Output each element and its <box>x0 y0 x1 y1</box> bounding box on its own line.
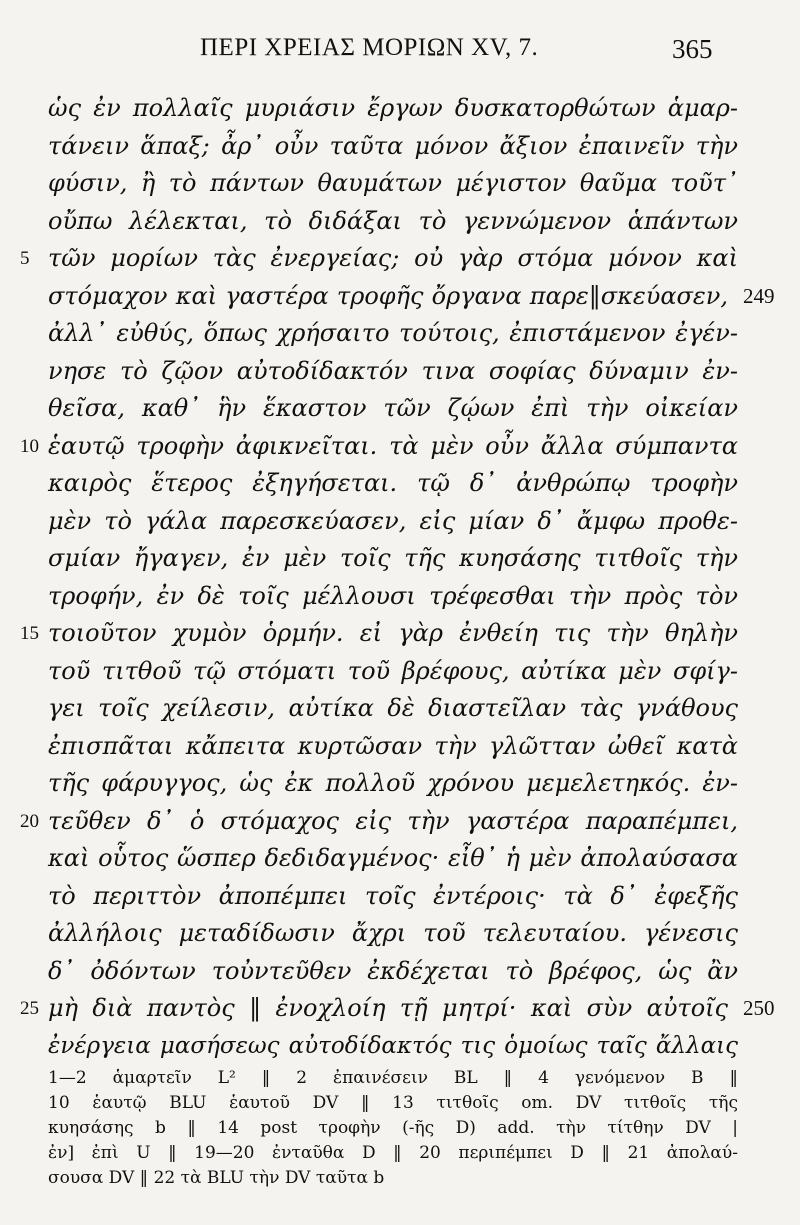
text-line <box>0 278 800 316</box>
text-line <box>0 690 800 728</box>
text-line <box>0 165 800 203</box>
text-line <box>0 90 800 128</box>
text-line <box>0 203 800 241</box>
text-line <box>0 765 800 803</box>
marginal-page-reference: 250 <box>743 996 775 1020</box>
line-text: δ᾽ ὀδόντων τοὐντεῦθεν ἐκδέχεται τὸ βρέφος, ὡς ἂν <box>48 956 738 985</box>
text-line <box>0 953 800 991</box>
footnote-line: ἐν] ἐπὶ U ‖ 19—20 ἐνταῦθα D ‖ 20 περιπέμπει D ‖ 21 ἀπολαύ- <box>48 1143 738 1163</box>
line-text: τῆς φάρυγγος, ὡς ἐκ πολλοῦ χρόνου μεμελετηκός. ἐν- <box>48 769 738 797</box>
text-line <box>0 878 800 916</box>
line-text: θεῖσα, καθ᾽ ἣν ἕκαστον τῶν ζῴων ἐπὶ τὴν οἰκείαν <box>48 394 738 422</box>
footnote-line: 1—2 ἁμαρτεῖν L² ‖ 2 ἐπαινέσειν BL ‖ 4 γενόμενον B ‖ <box>48 1068 738 1088</box>
text-line <box>0 240 800 278</box>
line-text: τάνειν ἅπαξ; ἆρ᾽ οὖν ταῦτα μόνον ἄξιον ἐπαινεῖν τὴν <box>48 131 738 160</box>
line-text: τῶν μορίων τὰς ἐνεργείας; οὐ γὰρ στόμα μόνον καὶ <box>48 244 738 272</box>
line-text: νησε τὸ ζῷον αὐτοδίδακτόν τινα σοφίας δύναμιν ἐν- <box>48 356 738 385</box>
running-title: ΠΕΡΙ ΧΡΕΙΑΣ ΜΟΡΙΩΝ XV, 7. <box>200 34 539 61</box>
text-line <box>0 1028 800 1066</box>
text-line <box>0 128 800 166</box>
line-text: ἀλλ᾽ εὐθύς, ὅπως χρήσαιτο τούτοις, ἐπιστάμενον ἐγέν- <box>48 319 738 347</box>
text-line <box>0 503 800 541</box>
line-text: ὡς ἐν πολλαῖς μυριάσιν ἔργων δυσκατορθώτων ἁμαρ- <box>48 94 738 122</box>
line-text: τεῦθεν δ᾽ ὁ στόμαχος εἰς τὴν γαστέρα παραπέμπει, <box>48 806 738 835</box>
line-text: σμίαν ἤγαγεν, ἐν μὲν τοῖς τῆς κυησάσης τιτθοῖς τὴν <box>48 544 738 572</box>
line-text: μὴ διὰ παντὸς ‖ ἐνοχλοίη τῇ μητρί· καὶ σὺν αὐτοῖς <box>48 994 728 1022</box>
running-header <box>0 34 800 70</box>
text-line <box>0 990 800 1028</box>
line-text: ἐπισπᾶται κἄπειτα κυρτῶσαν τὴν γλῶτταν ὠθεῖ κατὰ <box>48 731 738 760</box>
line-text: στόμαχον καὶ γαστέρα τροφῆς ὄργανα παρε‖σκεύασεν, <box>48 281 728 310</box>
text-line <box>0 578 800 616</box>
page-number: 365 <box>672 34 713 64</box>
text-line <box>0 840 800 878</box>
line-text: τὸ περιττὸν ἀποπέμπει τοῖς ἐντέροις· τὰ δ᾽ ἐφεξῆς <box>48 881 738 910</box>
line-number: 10 <box>20 435 39 457</box>
line-text: γει τοῖς χείλεσιν, αὐτίκα δὲ διαστεῖλαν τὰς γνάθους <box>48 694 738 722</box>
line-text: ἑαυτῷ τροφὴν ἀφικνεῖται. τὰ μὲν οὖν ἄλλα σύμπαντα <box>48 431 738 460</box>
text-line <box>0 915 800 953</box>
text-line <box>0 390 800 428</box>
text-line <box>0 803 800 841</box>
critical-apparatus <box>48 1066 738 1191</box>
footnote-line: σουσα DV ‖ 22 τὰ BLU τὴν DV ταῦτα b <box>48 1168 385 1188</box>
line-text: τοῦ τιτθοῦ τῷ στόματι τοῦ βρέφους, αὐτίκα μὲν σφίγ- <box>48 656 738 685</box>
line-number: 15 <box>20 623 39 644</box>
text-line <box>0 353 800 391</box>
text-line <box>0 465 800 503</box>
text-line <box>0 428 800 466</box>
line-text: καὶ οὗτος ὥσπερ δεδιδαγμένος· εἶθ᾽ ἡ μὲν ἀπολαύσασα <box>48 844 738 872</box>
marginal-page-reference: 249 <box>743 283 775 308</box>
line-text: ἀλλήλοις μεταδίδωσιν ἄχρι τοῦ τελευταίου. γένεσις <box>48 919 738 947</box>
line-text: οὔπω λέλεκται, τὸ διδάξαι τὸ γεννώμενον ἁπάντων <box>48 206 738 235</box>
line-text: μὲν τὸ γάλα παρεσκεύασεν, εἰς μίαν δ᾽ ἄμφω προθε- <box>48 506 738 535</box>
line-number: 5 <box>20 248 30 269</box>
footnote-line: 10 ἑαυτῷ BLU ἑαυτοῦ DV ‖ 13 τιτθοῖς om. DV τιτθοῖς τῆς <box>48 1093 738 1113</box>
line-text: τοιοῦτον χυμὸν ὁρμήν. εἰ γὰρ ἐνθείη τις τὴν θηλὴν <box>48 619 738 647</box>
footnote-line: κυησάσης b ‖ 14 post τροφὴν (-ῆς D) add. τὴν τίτθην DV | <box>48 1118 738 1138</box>
main-text <box>0 90 800 1065</box>
text-line <box>0 728 800 766</box>
line-number: 25 <box>20 998 39 1019</box>
text-line <box>0 653 800 691</box>
line-number: 20 <box>20 810 39 832</box>
text-line <box>0 615 800 653</box>
text-line <box>0 540 800 578</box>
line-text: τροφήν, ἐν δὲ τοῖς μέλλουσι τρέφεσθαι τὴν πρὸς τὸν <box>48 581 738 610</box>
line-text: φύσιν, ἢ τὸ πάντων θαυμάτων μέγιστον θαῦμα τοῦτ᾽ <box>48 169 738 197</box>
text-line <box>0 315 800 353</box>
line-text: καιρὸς ἕτερος ἐξηγήσεται. τῷ δ᾽ ἀνθρώπῳ τροφὴν <box>48 469 738 497</box>
line-text: ἐνέργεια μασήσεως αὐτοδίδακτός τις ὁμοίως ταῖς ἄλλαις <box>48 1032 738 1059</box>
